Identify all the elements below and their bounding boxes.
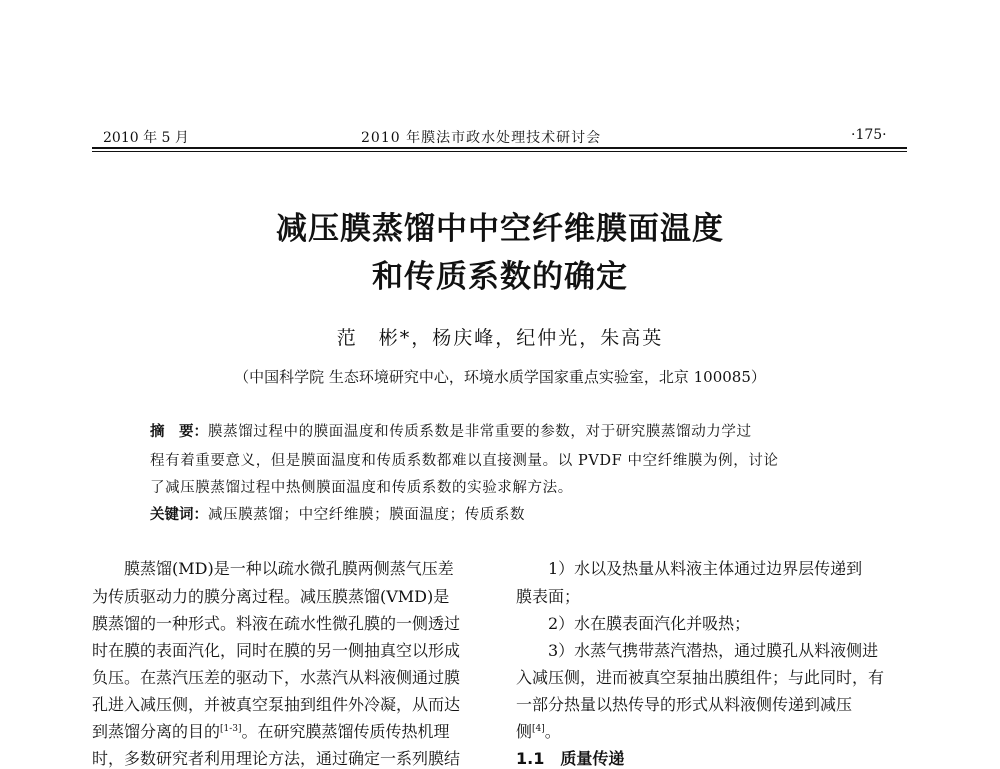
abstract-line-2: 程有着重要意义，但是膜面温度和传质系数都难以直接测量。以 PVDF 中空纤维膜为例，讨论 [150,453,779,469]
abstract-label: 摘 要： [150,424,208,440]
body-right-line-7-a: 侧 [516,722,533,741]
author-affiliation: （中国科学院 生态环境研究中心，环境水质学国家重点实验室，北京 100085） [234,368,766,386]
paper-title-line2: 和传质系数的确定 [372,259,628,295]
body-left-line-7 [92,719,450,742]
body-left-line-6: 孔进入减压侧，并被真空泵抽到组件外冷凝，从而达 [92,695,461,714]
body-right-line-3: 2）水在膜表面汽化并吸热； [516,614,751,633]
abstract-line-3: 了减压膜蒸馏过程中热侧膜面温度和传质系数的实验求解方法。 [150,480,573,496]
body-right-line-6: 一部分热量以热传导的形式从料液侧传递到减压 [516,695,853,714]
header-rule-thin [92,151,907,152]
abstract-text-1: 膜蒸馏过程中的膜面温度和传质系数是非常重要的参数，对于研究膜蒸馏动力学过 [208,424,752,440]
citation-1-3: [1-3] [220,724,242,734]
body-left-line-2: 为传质驱动力的膜分离过程。减压膜蒸馏(VMD)是 [92,587,450,606]
body-left-line-3: 膜蒸馏的一种形式。料液在疏水性微孔膜的一侧透过 [92,614,461,633]
paper-title-line1: 减压膜蒸馏中中空纤维膜面温度 [276,211,724,247]
body-right-line-1: 1）水以及热量从料液主体通过边界层传递到 [516,559,863,578]
body-left-line-1: 膜蒸馏(MD)是一种以疏水微孔膜两侧蒸气压差 [92,559,454,578]
body-left-line-4: 时在膜的表面汽化，同时在膜的另一侧抽真空以形成 [92,641,461,660]
body-right-line-5: 入减压侧，进而被真空泵抽出膜组件；与此同时，有 [516,668,885,687]
body-left-line-7-a: 到蒸馏分离的目的 [92,722,221,741]
body-right-line-7-b: 。 [544,722,561,741]
keywords-line [150,503,525,524]
author-list: 范 彬*，杨庆峰，纪仲光，朱高英 [336,327,664,349]
keywords-label: 关键词： [150,507,208,523]
citation-4: [4] [532,724,545,734]
body-left-line-5: 负压。在蒸汽压差的驱动下，水蒸汽从料液侧通过膜 [92,668,461,687]
body-left-line-8: 时，多数研究者利用理论方法，通过确定一系列膜结 [92,749,461,768]
body-right-line-4: 3）水蒸气携带蒸汽潜热，通过膜孔从料液侧进 [516,641,879,660]
header-date: 2010 年 5 月 [103,130,189,146]
keywords-text: 减压膜蒸馏；中空纤维膜；膜面温度；传质系数 [208,507,526,523]
body-right-line-2: 膜表面； [516,587,581,606]
header-conference: 2010 年膜法市政水处理技术研讨会 [361,130,602,146]
body-left-line-7-b: 。在研究膜蒸馏传质传热机理 [241,722,450,741]
header-page-number: ·175· [851,127,887,143]
body-right-line-7 [516,719,561,742]
header-rule-thick [92,147,907,149]
section-heading-1-1: 1.1 质量传递 [516,749,625,768]
abstract-line-1 [150,420,752,441]
